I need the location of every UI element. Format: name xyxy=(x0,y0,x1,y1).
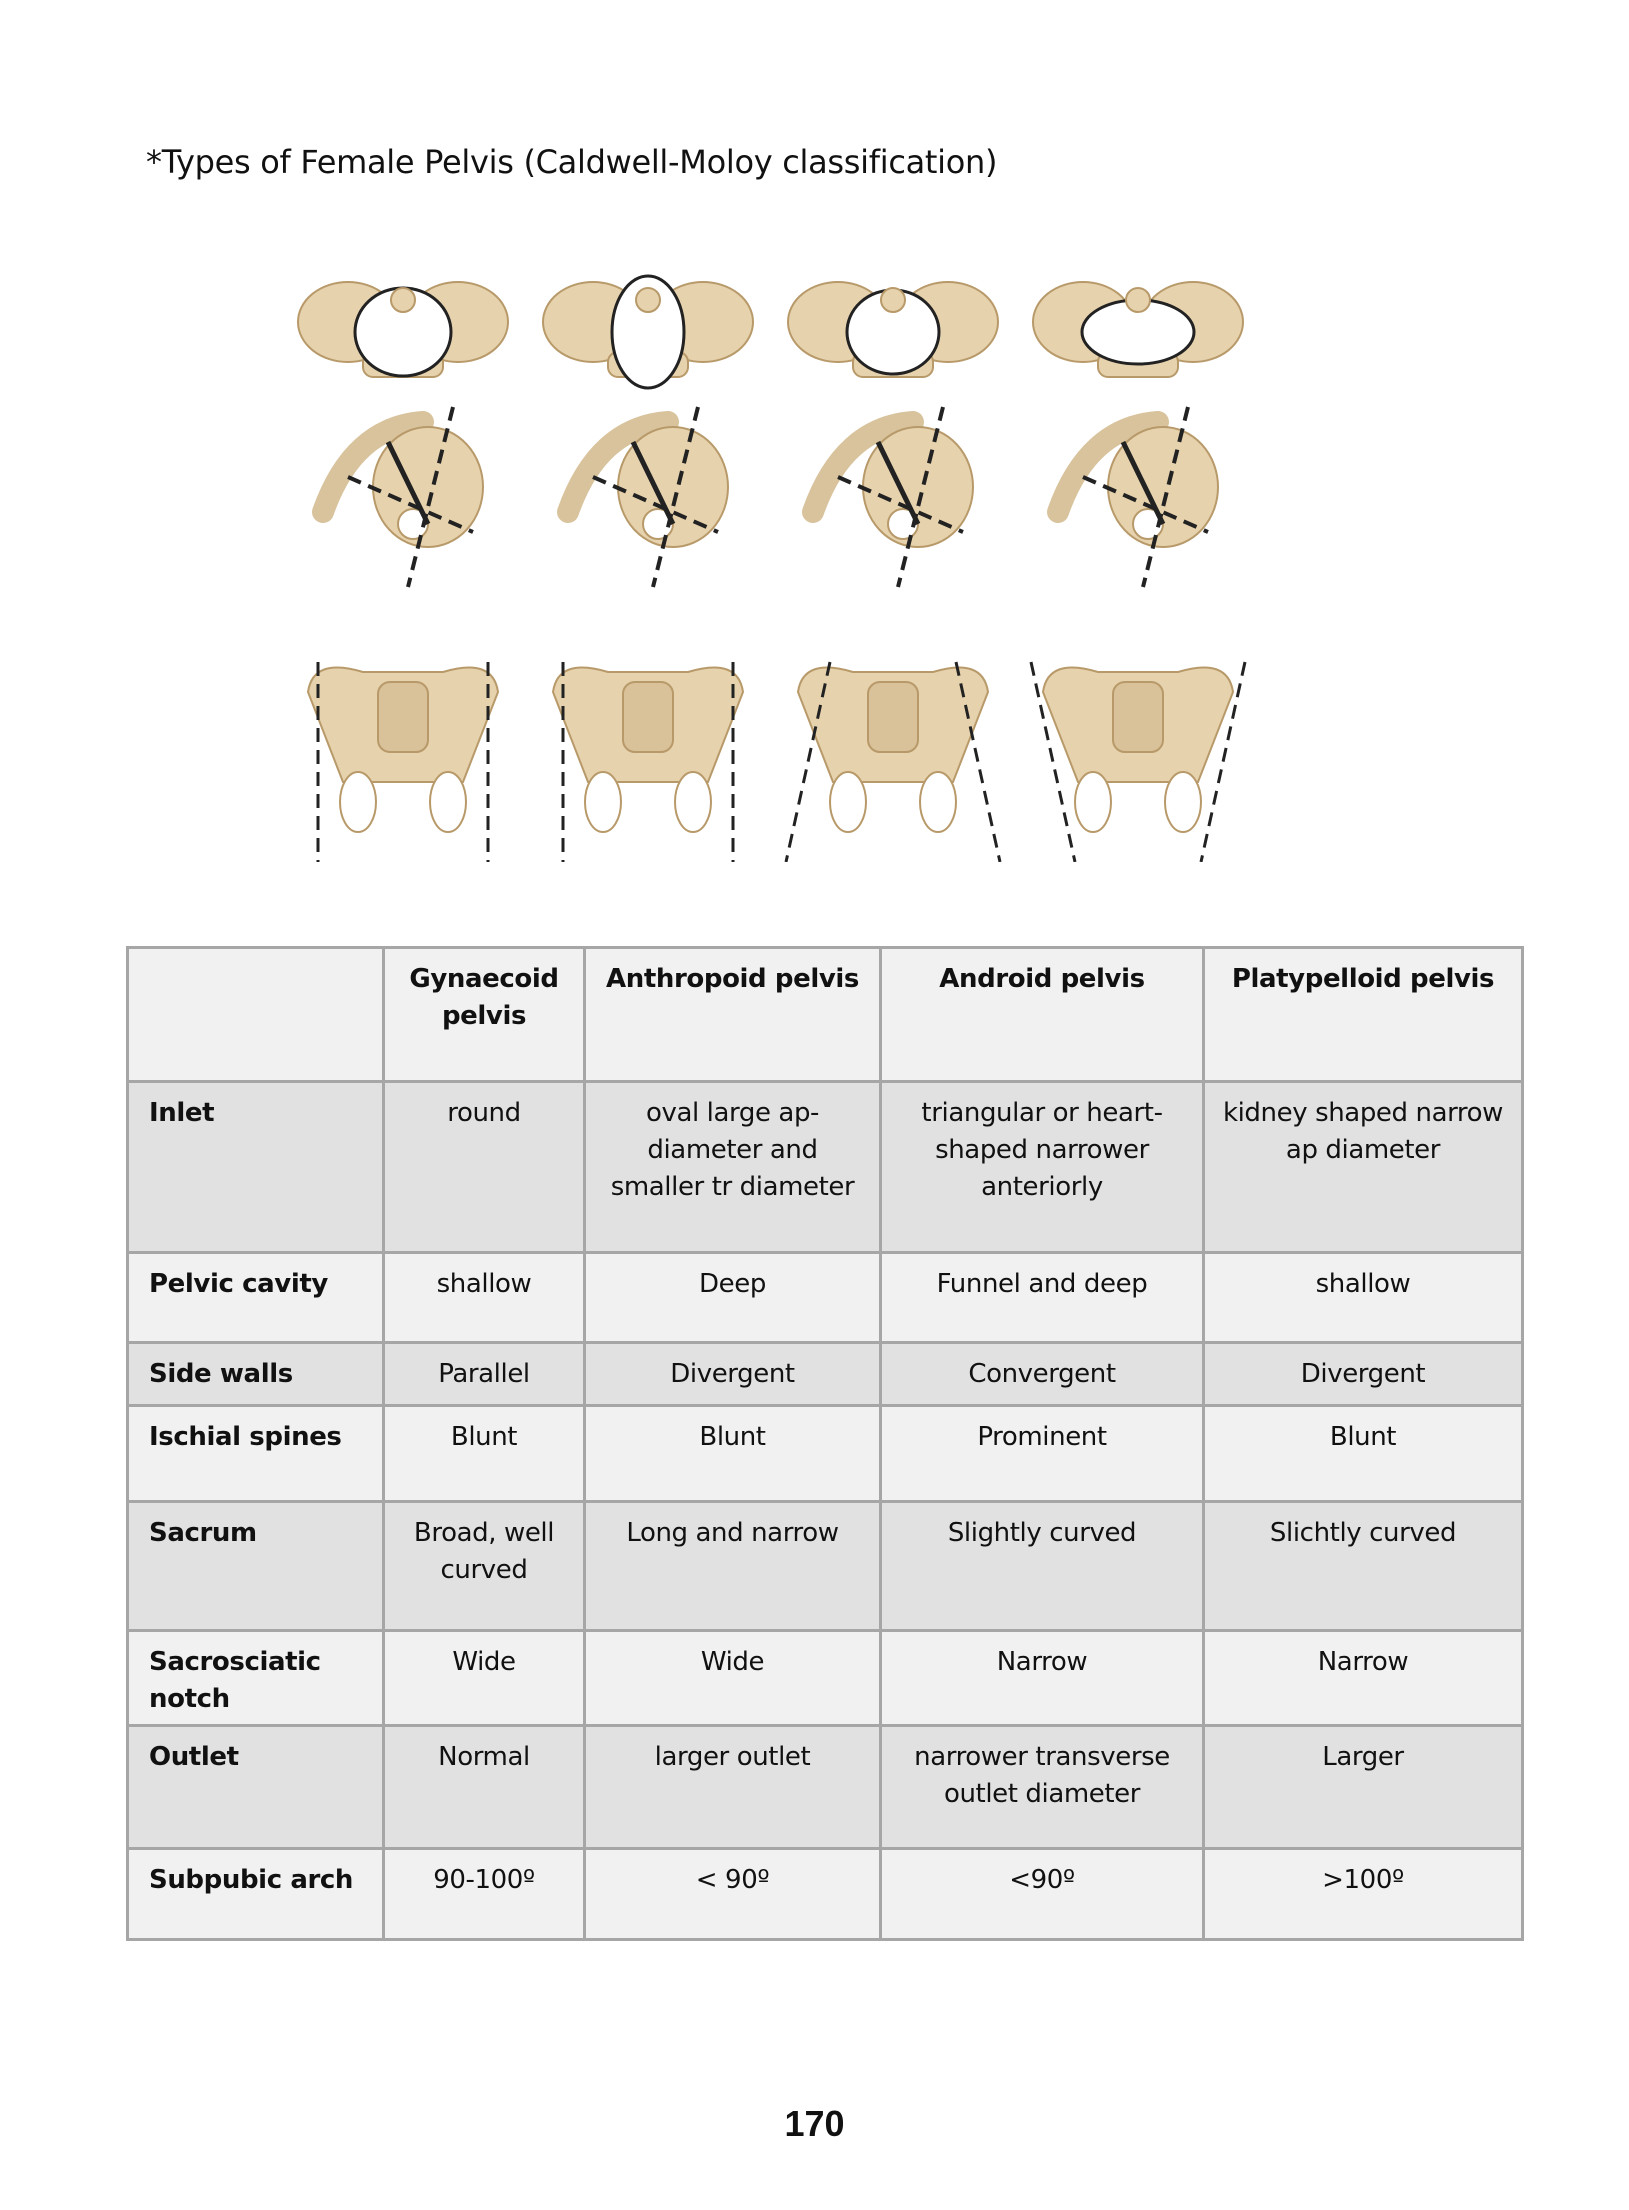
table-cell: Blunt xyxy=(1204,1406,1523,1502)
table-cell: narrower transverse outlet diameter xyxy=(881,1726,1204,1849)
table-cell: Slichtly curved xyxy=(1204,1502,1523,1631)
table-cell: < 90º xyxy=(585,1849,881,1940)
table-cell: kidney shaped narrow ap diameter xyxy=(1204,1082,1523,1253)
page-title: *Types of Female Pelvis (Caldwell-Moloy classification) xyxy=(146,143,998,181)
sacrum-front xyxy=(868,682,918,752)
header-cell: Gynaecoid pelvis xyxy=(384,948,585,1082)
table-cell: oval large ap-diameter and smaller tr diameter xyxy=(585,1082,881,1253)
page-number: 170 xyxy=(784,2103,845,2144)
table-cell: <90º xyxy=(881,1849,1204,1940)
table-cell: Larger xyxy=(1204,1726,1523,1849)
obturator-left xyxy=(340,772,376,832)
table-cell: Deep xyxy=(585,1253,881,1343)
row-label: Ischial spines xyxy=(128,1406,384,1502)
table-cell: shallow xyxy=(384,1253,585,1343)
obturator-left xyxy=(585,772,621,832)
header-cell: Platypelloid pelvis xyxy=(1204,948,1523,1082)
table-cell: Wide xyxy=(585,1631,881,1726)
table-cell: shallow xyxy=(1204,1253,1523,1343)
row-label: Outlet xyxy=(128,1726,384,1849)
table-cell: Narrow xyxy=(1204,1631,1523,1726)
row-label: Subpubic arch xyxy=(128,1849,384,1940)
obturator-right xyxy=(675,772,711,832)
row-label: Inlet xyxy=(128,1082,384,1253)
table-row xyxy=(128,1406,1523,1502)
sacral-promontory xyxy=(391,288,415,312)
table-cell: Funnel and deep xyxy=(881,1253,1204,1343)
table-cell: Broad, well curved xyxy=(384,1502,585,1631)
table-cell: Long and narrow xyxy=(585,1502,881,1631)
table-cell: Prominent xyxy=(881,1406,1204,1502)
table-cell: Blunt xyxy=(384,1406,585,1502)
header-cell: Android pelvis xyxy=(881,948,1204,1082)
table-row xyxy=(128,1631,1523,1726)
obturator-left xyxy=(1075,772,1111,832)
table-cell: larger outlet xyxy=(585,1726,881,1849)
obturator-left xyxy=(830,772,866,832)
table-row xyxy=(128,1253,1523,1343)
table-row xyxy=(128,1502,1523,1631)
obturator-right xyxy=(430,772,466,832)
table-row xyxy=(128,1082,1523,1253)
sacral-promontory xyxy=(881,288,905,312)
pelvis-illustrations xyxy=(288,262,1258,862)
row-label: Side walls xyxy=(128,1343,384,1406)
header-cell: Anthropoid pelvis xyxy=(585,948,881,1082)
table-cell: >100º xyxy=(1204,1849,1523,1940)
table-cell: round xyxy=(384,1082,585,1253)
sacral-promontory xyxy=(636,288,660,312)
obturator-right xyxy=(920,772,956,832)
table-cell: Normal xyxy=(384,1726,585,1849)
sacrum-front xyxy=(378,682,428,752)
table-header-row xyxy=(128,948,1523,1082)
table-cell: Convergent xyxy=(881,1343,1204,1406)
table-cell: triangular or heart-shaped narrower anteriorly xyxy=(881,1082,1204,1253)
row-label: Sacrosciatic notch xyxy=(128,1631,384,1726)
table-row xyxy=(128,1849,1523,1940)
sacrum-front xyxy=(623,682,673,752)
table-cell: Divergent xyxy=(585,1343,881,1406)
sacral-promontory xyxy=(1126,288,1150,312)
table-cell: Divergent xyxy=(1204,1343,1523,1406)
table-row xyxy=(128,1343,1523,1406)
table-row xyxy=(128,1726,1523,1849)
row-label: Pelvic cavity xyxy=(128,1253,384,1343)
table-cell: Narrow xyxy=(881,1631,1204,1726)
table-cell: Blunt xyxy=(585,1406,881,1502)
obturator-right xyxy=(1165,772,1201,832)
header-cell xyxy=(128,948,384,1082)
row-label: Sacrum xyxy=(128,1502,384,1631)
sacrum-front xyxy=(1113,682,1163,752)
table-cell: Wide xyxy=(384,1631,585,1726)
table-cell: Parallel xyxy=(384,1343,585,1406)
table-cell: Slightly curved xyxy=(881,1502,1204,1631)
table-cell: 90-100º xyxy=(384,1849,585,1940)
pelvis-comparison-table xyxy=(126,946,1524,1941)
